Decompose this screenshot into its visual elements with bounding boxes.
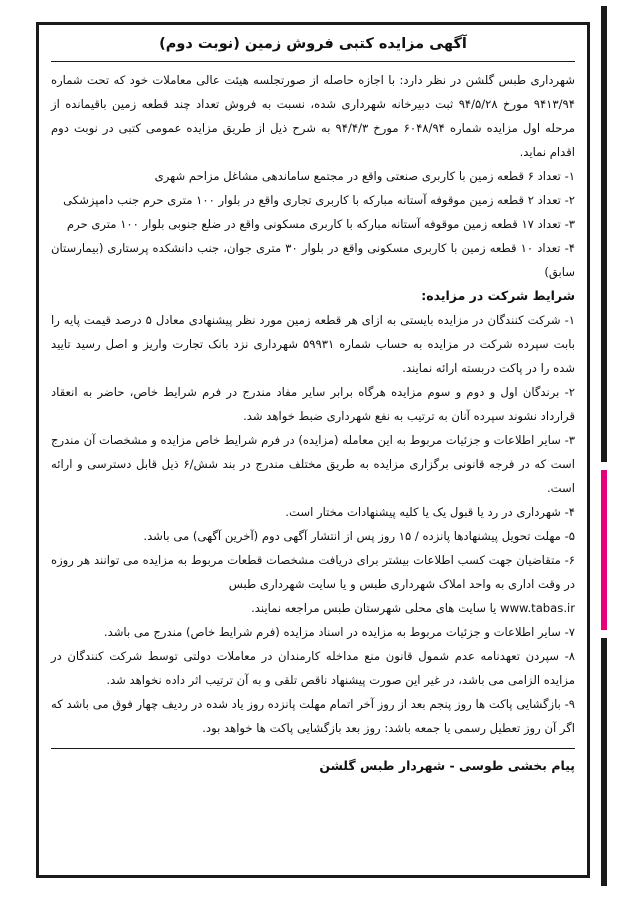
conditions-heading: شرایط شرکت در مزایده: <box>421 288 575 303</box>
notice-title: آگهی مزایده کتبی فروش زمین (نوبت دوم) <box>159 36 467 52</box>
side-strip-top <box>601 6 607 462</box>
auction-notice <box>36 22 590 878</box>
website-link[interactable]: www.tabas.ir <box>500 601 575 615</box>
condition-8: ۸- سپردن تعهدنامه عدم شمول قانون منع مداخله کارمندان در معاملات دولتی توسط شرکت کنندگان در مزایده الزامی می باشد، در غیر این صورت پیشنهاد ناقص تلقی و به آن ترتیب اثر داده نخواهد شد. <box>51 649 575 687</box>
condition-7: ۷- سایر اطلاعات و جزئیات مربوط به مزایده در اسناد مزایده (فرم شرایط خاص) مندرج می باشد. <box>103 625 575 639</box>
condition-4: ۴- شهرداری در رد یا قبول یک یا کلیه پیشنهادات مختار است. <box>285 505 575 519</box>
condition-9: ۹- بازگشایی پاکت ها روز پنجم بعد از روز آخر اتمام مهلت پانزده روز یاد شده در ردیف چهار فوق می باشد که اگر آن روز تعطیل رسمی یا جمعه باشد: روز بعد بازگشایی پاکت ها خواهد بود. <box>51 697 575 735</box>
condition-5: ۵- مهلت تحویل پیشنهادها پانزده / ۱۵ روز پس از انتشار آگهی دوم (آخرین آگهی) می باشد. <box>143 529 575 543</box>
condition-6-text: ۶- متقاضیان جهت کسب اطلاعات بیشتر برای دریافت مشخصات قطعات مربوط به مزایده می توانند هر روزه در وقت اداری به واحد املاک شهرداری طبس و یا سایت شهرداری طبس <box>51 553 575 591</box>
land-item-2: ۲- تعداد ۲ قطعه زمین موقوفه آستانه مبارکه با کاربری تجاری واقع در بلوار ۱۰۰ متری حرم جنب دامپزشکی <box>63 193 575 207</box>
condition-1: ۱- شرکت کنندگان در مزایده بایستی به ازای هر قطعه زمین مورد نظر پیشنهادی معادل ۵ درصد قیمت پایه را بابت سپرده شرکت در مزایده به حساب شماره ۵۹۹۳۱ شهرداری نزد بانک تجارت واریز و اصل رسید تایید شده را در پاکت دربسته ارائه نمایند. <box>51 313 575 375</box>
condition-6 <box>51 548 575 620</box>
land-item-4: ۴- تعداد ۱۰ قطعه زمین با کاربری مسکونی واقع در بلوار ۳۰ متری جوان، جنب دانشکده پرستاری (بیمارستان سابق) <box>51 241 576 279</box>
signature: پیام بخشی طوسی - شهردار طبس گلشن <box>319 758 575 773</box>
land-item-1: ۱- تعداد ۶ قطعه زمین با کاربری صنعتی واقع در مجتمع ساماندهی مشاغل مزاحم شهری <box>154 169 575 183</box>
side-strip-accent <box>601 470 607 630</box>
condition-3: ۳- سایر اطلاعات و جزئیات مربوط به این معامله (مزایده) در فرم شرایط خاص مزایده و مشخصات آن مندرج است که در فرجه قانونی برگزاری مزایده به طریق مختلف مندرج در بند شش/۶ ذیل قابل دسترسی و ارائه است. <box>51 433 575 495</box>
title-divider <box>51 61 575 62</box>
side-strip-bottom <box>601 638 607 886</box>
signature-divider <box>51 748 575 749</box>
land-item-3: ۳- تعداد ۱۷ قطعه زمین موقوفه آستانه مبارکه با کاربری مسکونی واقع در ضلع جنوبی بلوار ۱۰۰ متری حرم <box>66 217 575 231</box>
intro-paragraph: شهرداری طبس گلشن در نظر دارد: با اجازه حاصله از صورتجلسه هیئت عالی معاملات خود که تحت شماره ۹۴۱۳/۹۴ مورخ ۹۴/۵/۲۸ ثبت دبیرخانه شهرداری شده، نسبت به فروش تعداد چند قطعه زمین باقیمانده از مرحله اول مزایده شماره ۶۰۴۸/۹۴ مورخ ۹۴/۴/۳ به شرح ذیل از طریق مزایده عمومی کتبی در نوبت دوم اقدام نماید. <box>51 73 576 159</box>
condition-6-tail: یا سایت های محلی شهرستان طبس مراجعه نمایند. <box>251 601 501 615</box>
condition-2: ۲- برندگان اول و دوم و سوم مزایده هرگاه برابر سایر مفاد مندرج در فرم شرایط خاص، حاضر به انعقاد قرارداد نشوند سپرده آنان به ترتیب به نفع شهرداری ضبط خواهد شد. <box>51 385 575 423</box>
